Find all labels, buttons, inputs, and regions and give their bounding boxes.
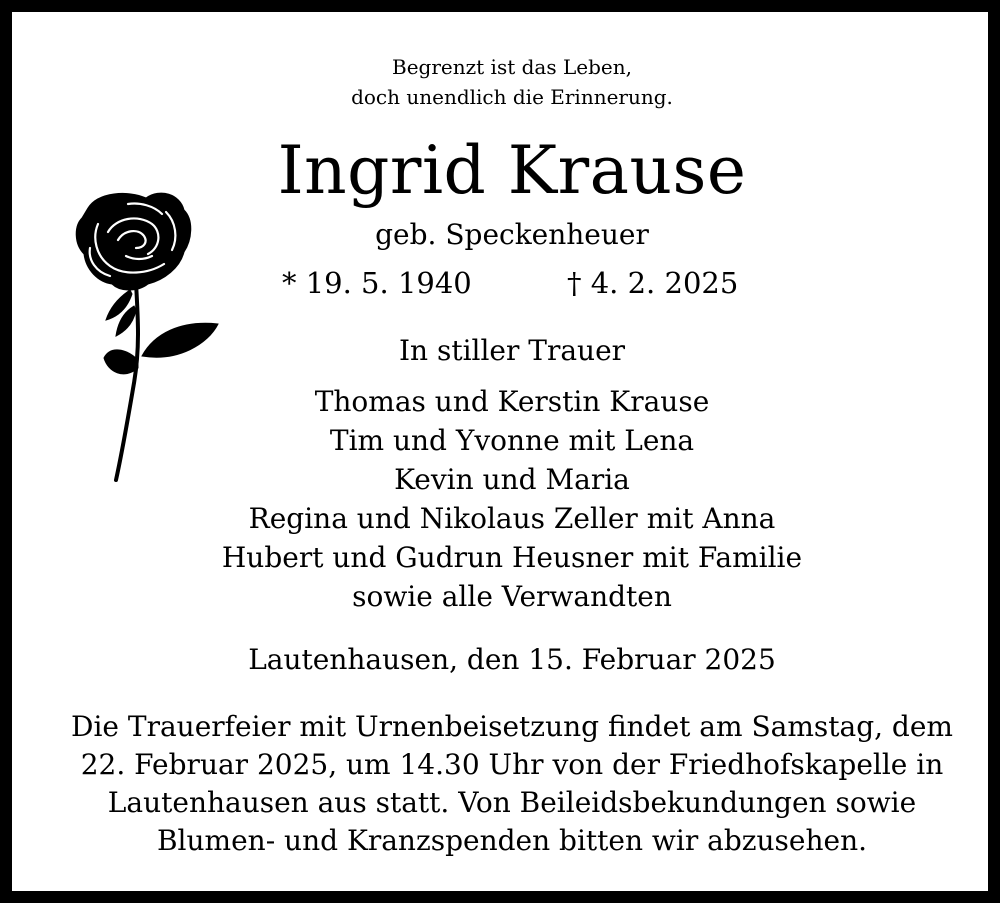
mourner-line: Thomas und Kerstin Krause — [314, 385, 710, 418]
mourner-line: Hubert und Gudrun Heusner mit Familie — [221, 541, 803, 574]
notice-line: Die Trauerfeier mit Urnenbeisetzung findet am Samstag, dem — [71, 710, 953, 743]
mourner-line: Kevin und Maria — [394, 463, 630, 496]
maiden-name: geb. Speckenheuer — [375, 218, 649, 251]
motto-line-2: doch unendlich die Erinnerung. — [351, 85, 673, 109]
deceased-name: Ingrid Krause — [277, 132, 747, 209]
place-and-date: Lautenhausen, den 15. Februar 2025 — [248, 643, 776, 676]
motto-line-1: Begrenzt ist das Leben, — [392, 55, 632, 79]
mourner-line: Regina und Nikolaus Zeller mit Anna — [248, 502, 776, 535]
mourner-line: Tim und Yvonne mit Lena — [329, 424, 695, 457]
mourner-line: sowie alle Verwandten — [352, 580, 672, 613]
notice-line: 22. Februar 2025, um 14.30 Uhr von der Friedhofskapelle in — [80, 748, 944, 781]
mourning-heading: In stiller Trauer — [398, 334, 626, 367]
notice-line: Blumen- und Kranzspenden bitten wir abzusehen. — [156, 824, 868, 857]
death-date: † 4. 2. 2025 — [567, 266, 739, 300]
notice-line: Lautenhausen aus statt. Von Beileidsbekundungen sowie — [107, 786, 917, 819]
birth-date: * 19. 5. 1940 — [282, 266, 472, 300]
rose-icon — [68, 188, 228, 488]
